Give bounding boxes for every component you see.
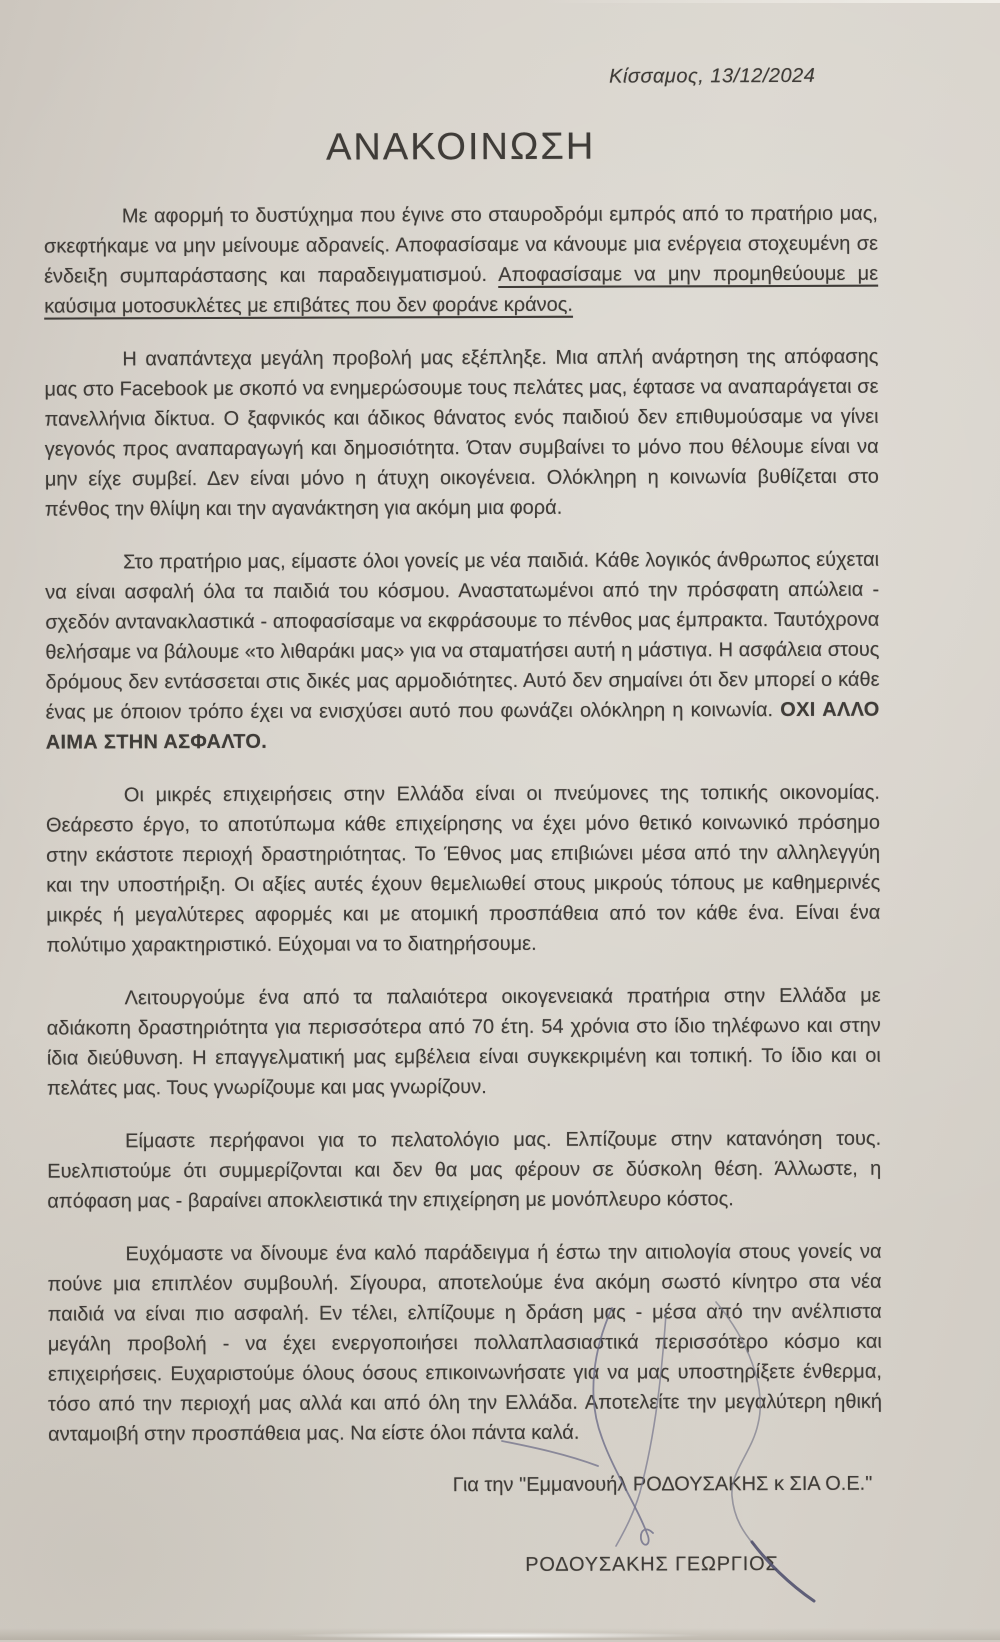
paragraph bbox=[45, 545, 880, 758]
document-body bbox=[44, 199, 882, 1450]
underlined-text: Αποφασίσαμε να μην προμηθεύουμε με καύσιμα μοτοσυκλέτες με επιβάτες που δεν φοράνε κράνος. bbox=[44, 262, 879, 318]
body-text: Ευχόμαστε να δίνουμε ένα καλό παράδειγμα ή έστω την αιτιολογία στους γονείς να πούνε μια επιπλέον συμβουλή. Σίγουρα, αποτελούμε ένα ακόμη σωστό κίνητρο στα νέα παιδιά να είναι πιο ασφαλή. Εν τέλει, ελπίζουμε η δράση μας - μέσα από την ανέλπιστα μεγάλη προβολή - να έχει ενεργοποιήσει πολλαπλασιαστικά περισσότερο κόσμο και επιχειρήσεις. Ευχαριστούμε όλους όσους επικοινωνήσατε για να μας υποστηρίξετε ένθερμα, τόσο από την περιοχή μας αλλά και από όλη την Ελλάδα. Αποτελείτε την μεγαλύτερη ηθική ανταμοιβή στην προσπάθεια μας. Να είστε όλοι πάντα καλά. bbox=[47, 1240, 883, 1446]
paper-bottom-edge-highlight bbox=[285, 1632, 705, 1639]
paragraph bbox=[47, 1124, 881, 1217]
body-text: Είμαστε περήφανοι για το πελατολόγιο μας. Ελπίζουμε στην κατανόηση τους. Ευελπιστούμε ότι συμμερίζονται και δεν θα μας φέρουν σε δύσκολη θέση. Άλλωστε, η απόφαση μας - βαραίνει αποκλειστικά την επιχείρηση με μονόπλευρο κόστος. bbox=[47, 1127, 882, 1213]
bold-text: ΟΧΙ ΑΛΛΟ ΑΙΜΑ ΣΤΗΝ ΑΣΦΑΛΤΟ. bbox=[45, 698, 880, 754]
signer-name: ΡΟΔΟΥΣΑΚΗΣ ΓΕΩΡΓΙΟΣ bbox=[525, 1553, 779, 1576]
paragraph bbox=[47, 1237, 882, 1450]
paragraph bbox=[44, 199, 878, 322]
paragraph bbox=[46, 778, 881, 961]
body-text: Στο πρατήριο μας, είμαστε όλοι γονείς με νέα παιδιά. Κάθε λογικός άνθρωπος εύχεται να είναι ασφαλή όλα τα παιδιά του κόσμου. Αναστατωμένοι από την πρόσφατη απώλεια - σχεδόν αντανακλαστικά - αποφασίσαμε να εκφράσουμε το πένθος μας έμπρακτα. Ταυτόχρονα θελήσαμε να βάλουμε «το λιθαράκι μας» για να σταματήσει αυτή η μάστιγα. Η ασφάλεια στους δρόμους δεν εντάσσεται στις δικές μας αρμοδιότητες. Αυτό δεν σημαίνει ότι δεν μπορεί ο κάθε ένας με όποιον τρόπο έχει να ενισχύσει αυτό που φωνάζει ολόκληρη η κοινωνία. bbox=[45, 548, 880, 724]
body-text: Οι μικρές επιχειρήσεις στην Ελλάδα είναι οι πνεύμονες της τοπικής οικονομίας. Θεάρεστο έργο, το αποτύπωμα κάθε επιχείρησης να έχει μόνο θετικό κοινωνικό πρόσημο στην εκάστοτε περιοχή δραστηριότητας. Το Έθνος μας επιβιώνει μέσα από την αλληλεγγύη και την υποστήριξη. Οι αξίες αυτές έχουν θεμελιωθεί στους μικρούς τόπους με καθημερινές μικρές ή μεγαλύτερες αφορμές και με ατομική προσπάθεια από τον κάθε ένα. Είναι ένα πολύτιμο χαρακτηριστικό. Εύχομαι να το διατηρήσουμε. bbox=[45, 781, 881, 957]
body-text: Η αναπάντεχα μεγάλη προβολή μας εξέπληξε. Μια απλή ανάρτηση της απόφασης μας στο Facebook με σκοπό να ενημερώσουμε τους πελάτες μας, έφτασε να αναπαράγεται σε πανελλήνια δίκτυα. Ο ξαφνικός και άδικος θάνατος ενός παιδιού δεν επιθυμούσαμε να γίνει γεγονός προς αναπαραγωγή και δημοσιότητα. Όταν συμβαίνει το μόνο που θέλουμε είναι να μην είχε συμβεί. Δεν είναι μόνο η άτυχη οικογένεια. Ολόκληρη η κοινωνία βυθίζεται στο πένθος την θλίψη και την αγανάκτηση για ακόμη μια φορά. bbox=[44, 345, 879, 521]
body-text: Λειτουργούμε ένα από τα παλαιότερα οικογενειακά πρατήρια στην Ελλάδα με αδιάκοπη δραστηριότητα για περισσότερα από 70 έτη. 54 χρόνια στο ίδιο τηλέφωνο και στην ίδια διεύθυνση. Η επαγγελματική μας εμβέλεια είναι συγκεκριμένη και τοπική. Το ίδιο και οι πελάτες μας. Τους γνωρίζουμε και μας γνωρίζουν. bbox=[46, 984, 881, 1100]
document-title: ΑΝΑΚΟΙΝΩΣΗ bbox=[325, 125, 596, 169]
body-text: Με αφορμή το δυστύχημα που έγινε στο σταυροδρόμι εμπρός από το πρατήριο μας, σκεφτήκαμε να μην μείνουμε αδρανείς. Αποφασίσαμε να κάνουμε μια ενέργεια στοχευμένη σε ένδειξη συμπαράστασης και παραδειγματισμού. bbox=[43, 202, 879, 288]
signature-company-line: Για την "Εμμανουήλ ΡΟΔΟΥΣΑΚΗΣ κ ΣΙΑ Ο.Ε." bbox=[452, 1472, 873, 1497]
paragraph bbox=[47, 981, 881, 1104]
paragraph bbox=[44, 342, 879, 525]
place-date-line: Κίσσαμος, 13/12/2024 bbox=[609, 64, 816, 88]
